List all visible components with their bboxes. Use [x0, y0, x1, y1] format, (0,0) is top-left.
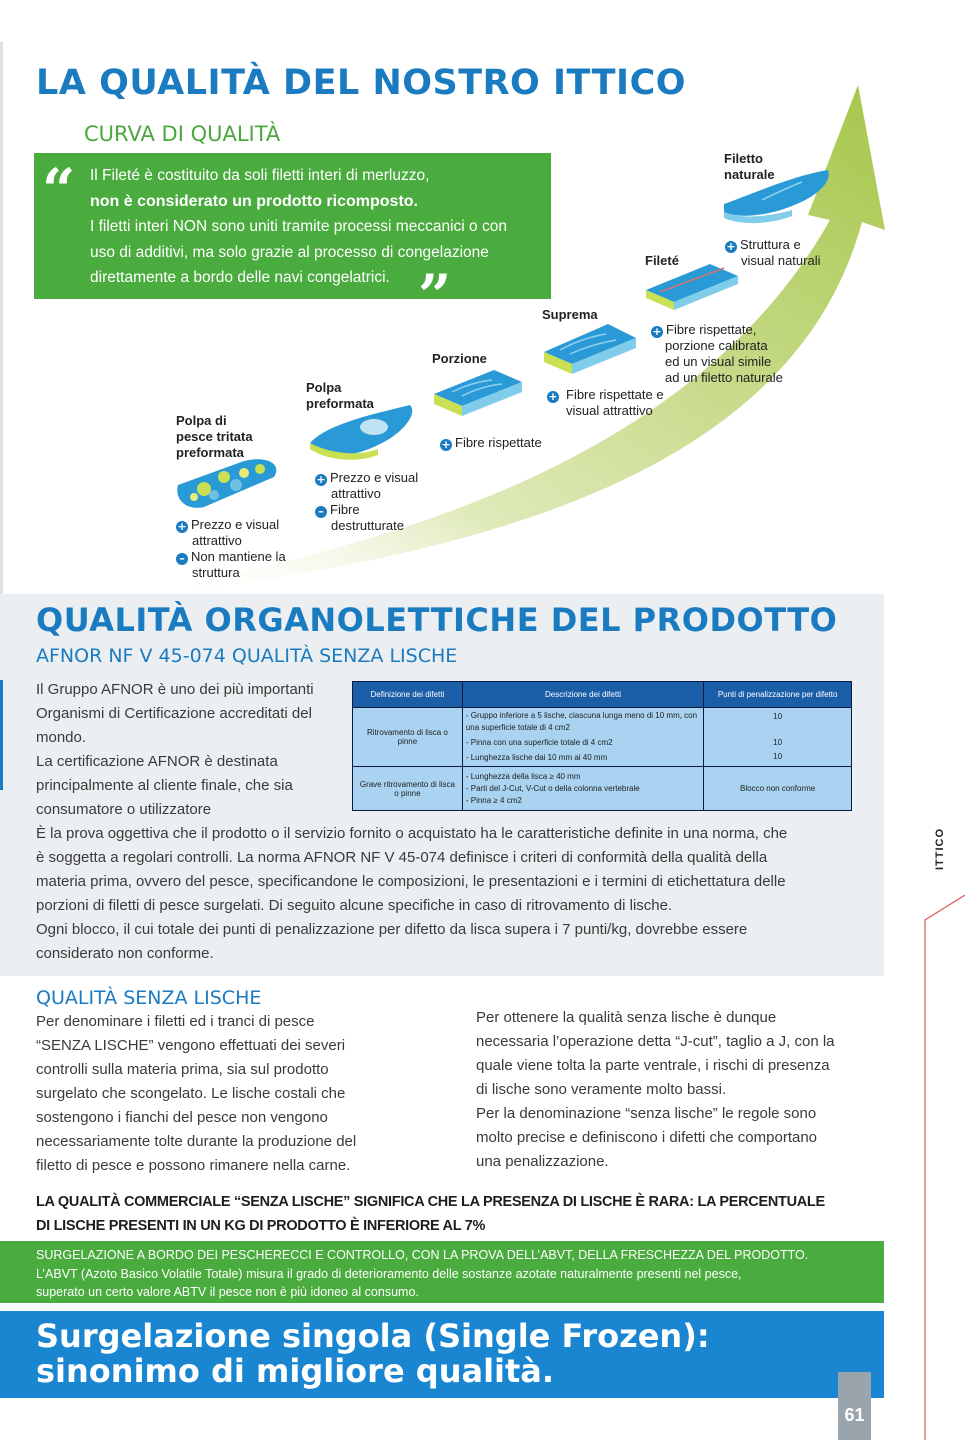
stage-notes-porzione: + Fibre rispettate [441, 435, 542, 451]
stage-title-porzione: Porzione [432, 351, 487, 366]
section3-subtitle: QUALITÀ SENZA LISCHE [36, 987, 262, 1009]
plus-icon: + [652, 325, 662, 338]
stage-image-polpa-preformata [308, 403, 418, 463]
section-left-accent [0, 680, 3, 790]
plus-icon: + [548, 390, 558, 403]
stage-notes-polpa-preformata: + Prezzo e visual attrattivo – Fibre destrutturate [316, 470, 419, 533]
table-cell: Grave ritrovamento di lisca o pinne [353, 767, 463, 811]
highlight-statement: LA QUALITÀ COMMERCIALE “SENZA LISCHE” SIGNIFICA CHE LA PRESENZA DI LISCHE È RARA: LA PERCENTUALE DI LISCHE PRESENTI IN UN KG DI PRODOTTO È INFERIORE AL 7% [36, 1194, 825, 1234]
stage-notes-suprema: + Fibre rispettate e visual attrattivo [548, 387, 664, 418]
stage-image-filete [644, 262, 740, 312]
quote-line-5: direttamente a bordo delle navi congelatrici. [90, 269, 390, 286]
section2-title: QUALITÀ ORGANOLETTICHE DEL PRODOTTO [36, 601, 838, 639]
open-quote-icon: “ [42, 156, 76, 224]
afnor-intro: Il Gruppo AFNOR è uno dei più importanti Organismi di Certificazione accreditati del mondo. La certificazione AFNOR è destinata principalmente al cliente finale, che sia consumatore o utilizzatore [36, 681, 314, 818]
stage-title-suprema: Suprema [542, 307, 598, 322]
minus-icon: – [315, 506, 327, 518]
close-quote-icon: ” [418, 262, 452, 330]
stage-image-suprema [542, 322, 638, 376]
table-header: Descrizione dei difetti [462, 682, 703, 708]
table-cell: - Lunghezza della lisca ≥ 40 mm - Parti del J-Cut, V-Cut o della colonna vertebrale - Pinna ≥ 4 cm2 [462, 767, 703, 811]
table-row [353, 708, 852, 767]
table-cell: 10 10 10 [704, 708, 852, 767]
section2-subtitle: AFNOR NF V 45-074 QUALITÀ SENZA LISCHE [36, 645, 458, 667]
side-tab-divider [920, 895, 965, 1440]
stage-image-polpa-tritata [174, 455, 284, 513]
stage-notes-filetto-naturale: + Struttura e visual naturali [726, 237, 821, 268]
stage-title-filetto-naturale: Filetto naturale [724, 151, 775, 182]
senza-lische-right: Per ottenere la qualità senza lische è dunque necessaria l’operazione detta “J-cut”, taglio a J, con la quale viene tolta la parte ventrale, i rischi di presenza di lische sono veramente molto bassi. Per la denominazione “senza lische” le regole sono molto precise e definiscono i difetti che comportano una penalizzazione. [476, 1009, 835, 1170]
abvt-info-bar: SURGELAZIONE A BORDO DEI PESCHERECCI E CONTROLLO, CON LA PROVA DELL’ABVT, DELLA FRESCHEZZA DEL PRODOTTO. L’ABVT (Azoto Basico Volatile Totale) misura il grado di deterioramento delle sostanze azotate naturalmente presenti nel pesce, superato un certo valore ABTV il pesce non è più idoneo al consumo. [0, 1241, 884, 1303]
table-header-row [353, 682, 852, 708]
table-header: Punti di penalizzazione per difetto [704, 682, 852, 708]
defects-table [352, 681, 852, 811]
table-header: Definizione dei difetti [353, 682, 463, 708]
stage-image-porzione [432, 368, 524, 420]
page-number: 61 [838, 1372, 871, 1440]
stage-title-polpa-preformata: Polpa preformata [306, 380, 374, 411]
quote-line-1: Il Fileté è costituito da soli filetti interi di merluzzo, [90, 167, 430, 184]
stage-title-polpa-tritata: Polpa di pesce tritata preformata [176, 413, 253, 460]
curve-subtitle: CURVA DI QUALITÀ [84, 122, 281, 146]
stage-title-filete: Fileté [645, 253, 679, 268]
quote-line-4: uso di additivi, ma solo grazie al processo di congelazione [90, 243, 489, 261]
table-cell: Ritrovamento di lisca o pinne [353, 708, 463, 767]
stage-notes-polpa-tritata: + Prezzo e visual attrattivo – Non mantiene la struttura [177, 517, 286, 580]
single-frozen-banner: Surgelazione singola (Single Frozen): sinonimo di migliore qualità. [0, 1311, 884, 1398]
table-cell: - Gruppo inferiore a 5 lische, ciascuna lunga meno di 10 mm, con una superficie totale di 4 cm2 - Pinna con una superficie totale di 4 cm2 - Lunghezza lische dai 10 mm ai 40 mm [462, 708, 703, 767]
quote-line-3: I filetti interi NON sono uniti tramite processi meccanici o con [90, 218, 507, 235]
quality-curve-arrow [0, 70, 965, 600]
table-cell: Blocco non conforme [704, 767, 852, 811]
plus-icon: + [441, 438, 451, 451]
senza-lische-left: Per denominare i filetti ed i tranci di pesce “SENZA LISCHE” vengono effettuati dei severi controlli sulla materia prima, sia sul prodotto surgelato che scongelato. Le lische costali che sostengono i fianchi del pesce non vengono necessariamente tolte durante la produzione del filetto di pesce e possono rimanere nella carne. [36, 1013, 357, 1174]
minus-icon: – [176, 553, 188, 565]
quote-box [34, 153, 551, 330]
plus-icon: + [177, 520, 187, 533]
stage-notes-filete: + Fibre rispettate, porzione calibrata ed un visual simile ad un filetto naturale [652, 322, 783, 385]
plus-icon: + [726, 240, 736, 253]
quote-line-2: non è considerato un prodotto ricomposto. [90, 192, 418, 210]
section-tab-ittico: ITTICO [934, 827, 946, 870]
plus-icon: + [316, 473, 326, 486]
afnor-body: È la prova oggettiva che il prodotto o il servizio fornito o acquistato ha le caratteristiche definite in una norma, che è soggetta a regolari controlli. La norma AFNOR NF V 45-074 definisce i criteri di conformità della qualità della materia prima, ovvero del pesce, specificandone le composizioni, le presentazioni e i termini di etichettatura delle porzioni di filetti di pesce surgelati. Di seguito alcune specifiche in caso di ritrovamento di lische. Ogni blocco, il cui totale dei punti di penalizzazione per difetto da lisca supera i 7 punti/kg, dovrebbe essere considerato non conforme. [36, 825, 788, 962]
table-row [353, 767, 852, 811]
page-title: LA QUALITÀ DEL NOSTRO ITTICO [36, 63, 687, 103]
